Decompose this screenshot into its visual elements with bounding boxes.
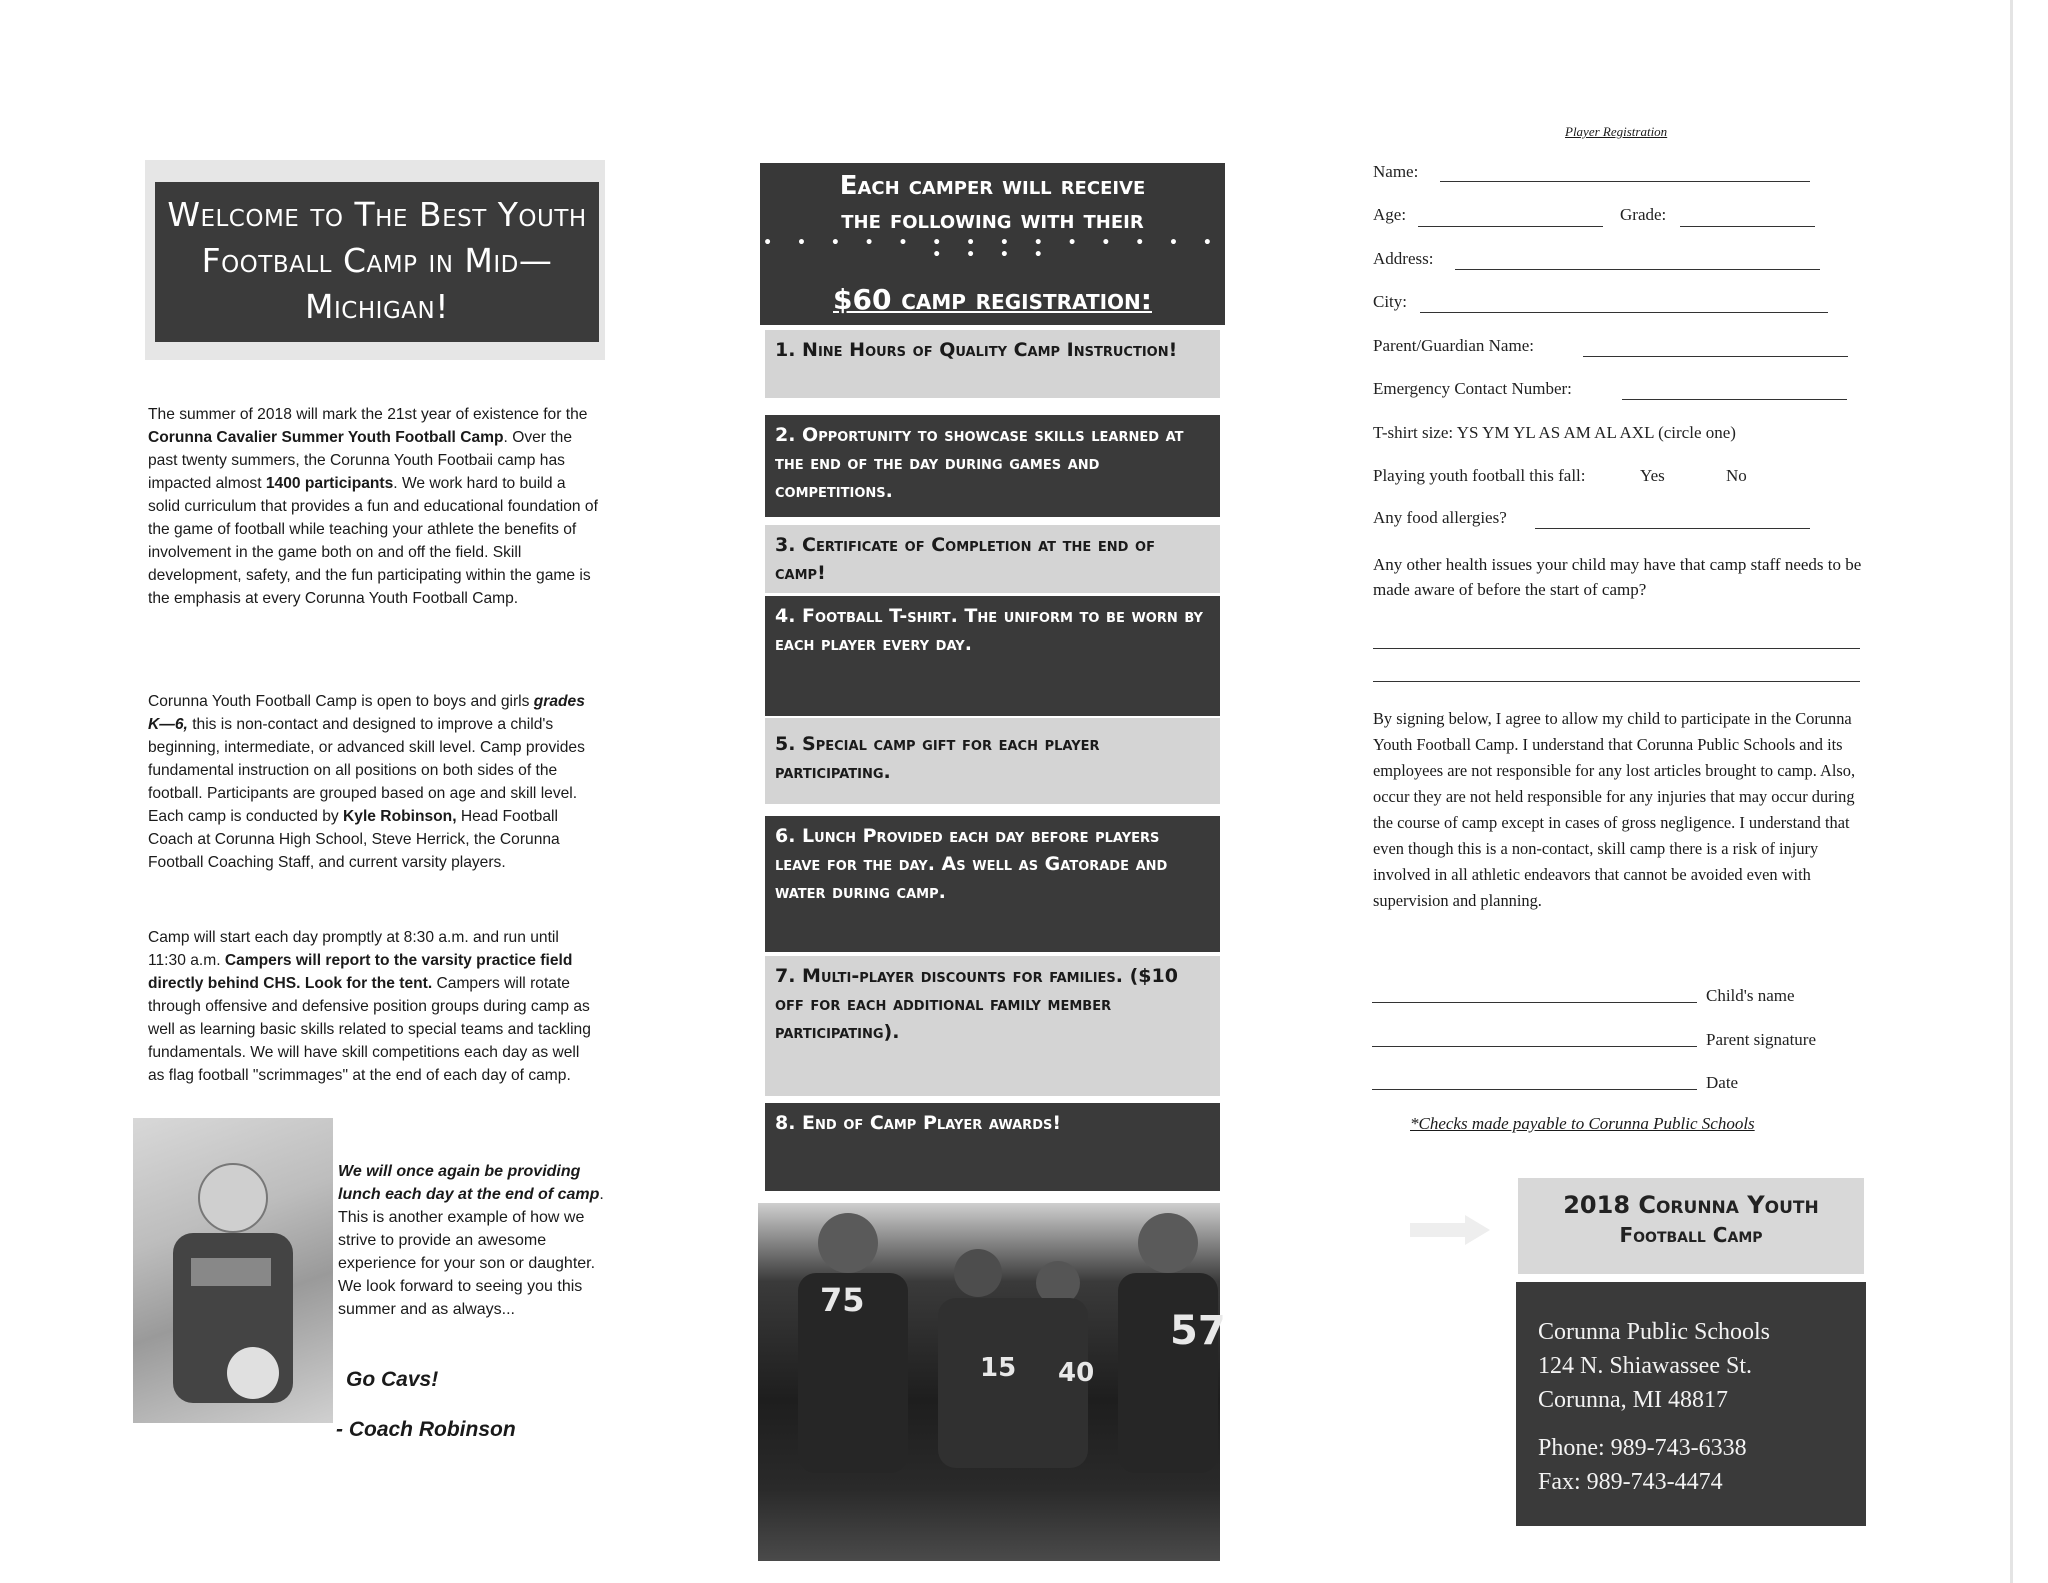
city-state-zip: Corunna, MI 48817 xyxy=(1538,1387,1728,1413)
benefits-header-line-2: the following with their xyxy=(841,205,1144,235)
playing-yes-option[interactable]: Yes xyxy=(1640,466,1665,485)
parent-signature-label: Parent signature xyxy=(1706,1030,1816,1049)
coach-name: Kyle Robinson, xyxy=(343,808,457,825)
playing-label: Playing youth football this fall: xyxy=(1373,466,1586,485)
address-field[interactable] xyxy=(1455,269,1820,270)
schedule-paragraph xyxy=(148,926,600,1087)
benefits-header-line-3: $60 camp registration: xyxy=(833,283,1152,316)
benefit-item: 7. Multi-player discounts for families. ($10 off for each additional family member participating). xyxy=(765,956,1220,1096)
name-field[interactable] xyxy=(1440,181,1810,182)
fax-number: Fax: 989-743-4474 xyxy=(1538,1469,1723,1495)
eligibility-text-2: this is non-contact and designed to improve a child's beginning, intermediate, or advanced skill level. Camp provides fundamental instruction on all positions on both sides of the football. Participants are grouped based on age and skill level. Each camp is conducted by xyxy=(148,716,585,825)
welcome-title: Welcome to The Best Youth Football Camp in Mid—Michigan! xyxy=(155,182,599,342)
intro-paragraph xyxy=(148,403,600,610)
agreement-text: By signing below, I agree to allow my child to participate in the Corunna Youth Football Camp. I understand that Corunna Public Schools and its employees are not responsible for any lost articles brought to camp. Also, occur they are not held responsible for any injuries that may occur during the course of camp except in cases of gross negligence. I understand that even though this is a non-contact, skill camp there is a risk of injury involved in all athletic endeavors that cannot be avoided even with supervision and planning. xyxy=(1373,709,1856,910)
parent-label: Parent/Guardian Name: xyxy=(1373,336,1534,355)
city-field[interactable] xyxy=(1420,312,1828,313)
contact-box xyxy=(1516,1282,1866,1526)
name-label: Name: xyxy=(1373,162,1419,181)
page-edge xyxy=(2010,0,2013,1583)
emergency-field[interactable] xyxy=(1622,399,1847,400)
dots-divider: • • • • • • • • • • • • • • • • • • xyxy=(763,235,1222,263)
intro-text-1: The summer of 2018 will mark the 21st year of existence for the xyxy=(148,406,588,423)
city-label: City: xyxy=(1373,292,1408,311)
age-label: Age: xyxy=(1373,205,1407,224)
eligibility-text-3: Head Football Coach at Corunna High School, Steve Herrick, the Corunna Football Coaching Staff, and current varsity players. xyxy=(148,808,560,871)
team-photo xyxy=(758,1203,1226,1561)
food-allergies-label: Any food allergies? xyxy=(1373,508,1507,527)
grade-field[interactable] xyxy=(1680,226,1815,227)
grades-range: grades K—6, xyxy=(148,693,585,733)
camp-name: Corunna Cavalier Summer Youth Football Camp xyxy=(148,429,504,446)
street-address: 124 N. Shiawassee St. xyxy=(1538,1353,1752,1379)
parent-signature-field[interactable] xyxy=(1372,1046,1697,1047)
welcome-banner xyxy=(145,160,605,360)
benefit-item: 8. End of Camp Player awards! xyxy=(765,1103,1220,1191)
lunch-paragraph xyxy=(338,1160,606,1321)
intro-text-3: . We work hard to build a solid curriculum that provides a fun and educational foundation of the game of football while teaching your athlete the benefits of involvement in the game both on and off the field. Skill development, safety, and the fun participating within the game is the emphasis at every Corunna Youth Football Camp. xyxy=(148,475,598,607)
benefit-item: 2. Opportunity to showcase skills learned at the end of the day during games and competitions. xyxy=(765,415,1220,517)
date-label: Date xyxy=(1706,1073,1739,1092)
emergency-label: Emergency Contact Number: xyxy=(1373,379,1572,398)
health-question: Any other health issues your child may have that camp staff needs to be made aware of before the start of camp? xyxy=(1373,555,1862,599)
camp-title-box xyxy=(1518,1178,1864,1274)
go-cavs: Go Cavs! xyxy=(346,1368,439,1391)
playing-no-option[interactable]: No xyxy=(1726,466,1747,485)
jersey-number: 57 xyxy=(1170,1308,1226,1354)
schedule-text-1: Camp will start each day promptly at 8:30 a.m. and run until 11:30 a.m. xyxy=(148,929,559,969)
camp-title-line-1: 2018 Corunna Youth xyxy=(1563,1191,1819,1219)
lunch-highlight: We will once again be providing lunch each day at the end of camp xyxy=(338,1163,600,1203)
org-name: Corunna Public Schools xyxy=(1538,1319,1770,1345)
food-allergies-field[interactable] xyxy=(1535,528,1810,529)
child-name-label: Child's name xyxy=(1706,986,1795,1005)
eligibility-text-1: Corunna Youth Football Camp is open to boys and girls xyxy=(148,693,534,710)
address-label: Address: xyxy=(1373,249,1434,268)
report-location: Campers will report to the varsity practice field directly behind CHS. Look for the tent. xyxy=(148,952,573,992)
age-field[interactable] xyxy=(1418,226,1603,227)
schedule-text-2: Campers will rotate through offensive and defensive position groups during camp as well as learning basic skills related to special teams and tackling fundamentals. We will have skill competitions each day as well as flag football "scrimmages" at the end of each day of camp. xyxy=(148,975,591,1084)
registration-title: Player Registration xyxy=(1565,124,1668,139)
benefit-item: 6. Lunch Provided each day before players leave for the day. As well as Gatorade and water during camp. xyxy=(765,816,1220,952)
lunch-text: . This is another example of how we strive to provide an awesome experience for your son or daughter. We look forward to seeing you this summer and as always... xyxy=(338,1186,604,1318)
benefits-header xyxy=(760,163,1225,325)
checks-note: *Checks made payable to Corunna Public Schools xyxy=(1410,1114,1755,1133)
benefit-item: 5. Special camp gift for each player participating. xyxy=(765,718,1220,804)
coach-figure-icon xyxy=(133,1118,333,1423)
jersey-number: 40 xyxy=(1058,1358,1095,1388)
benefit-item: 1. Nine Hours of Quality Camp Instruction! xyxy=(765,330,1220,398)
benefit-item: 4. Football T-shirt. The uniform to be worn by each player every day. xyxy=(765,596,1220,716)
eligibility-paragraph xyxy=(148,690,600,874)
faded-arrow-icon xyxy=(1410,1215,1490,1245)
tshirt-size-options[interactable]: T-shirt size: YS YM YL AS AM AL AXL (circle one) xyxy=(1373,423,1736,442)
camp-title-line-2: Football Camp xyxy=(1619,1223,1763,1247)
coach-signature: - Coach Robinson xyxy=(336,1418,516,1441)
date-field[interactable] xyxy=(1372,1089,1697,1090)
child-name-field[interactable] xyxy=(1372,1002,1697,1003)
participant-count: 1400 participants xyxy=(265,475,394,492)
coach-photo xyxy=(133,1118,333,1423)
phone-number: Phone: 989-743-6338 xyxy=(1538,1435,1747,1461)
jersey-number: 75 xyxy=(820,1281,865,1319)
health-answer-line[interactable] xyxy=(1373,648,1860,649)
benefits-header-line-1: Each camper will receive xyxy=(839,171,1146,201)
health-answer-line[interactable] xyxy=(1373,681,1860,682)
intro-text-2: . Over the past twenty summers, the Corunna Youth Footbaii camp has impacted almost xyxy=(148,429,573,492)
benefit-item: 3. Certificate of Completion at the end of camp! xyxy=(765,525,1220,593)
parent-field[interactable] xyxy=(1583,356,1848,357)
jersey-number: 15 xyxy=(980,1353,1017,1383)
grade-label: Grade: xyxy=(1620,205,1667,224)
